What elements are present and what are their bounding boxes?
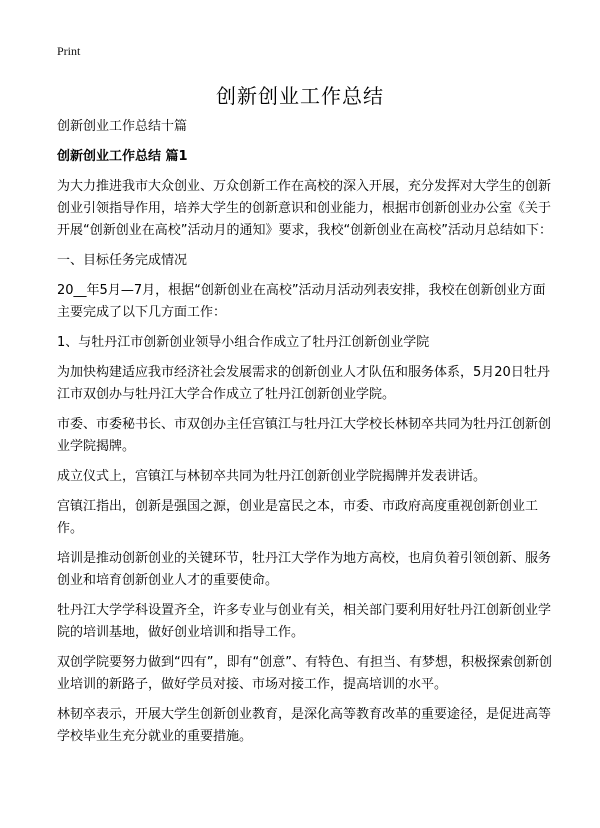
paragraph: 为加快构建适应我市经济社会发展需求的创新创业人才队伍和服务体系，5月20日牡丹江市双创办与牡丹江大学合作成立了牡丹江创新创业学院。 — [57, 365, 550, 402]
document-body — [57, 116, 554, 756]
paragraph: 市委、市委秘书长、市双创办主任宫镇江与牡丹江大学校长林韧卒共同为牡丹江创新创业学院揭牌。 — [57, 417, 552, 454]
paragraph: 牡丹江大学学科设置齐全，许多专业与创业有关，相关部门要利用好牡丹江创新创业学院的培训基地，做好创业培训和指导工作。 — [57, 603, 552, 640]
document-title: 创新创业工作总结 — [216, 84, 384, 108]
print-link[interactable]: Print — [57, 44, 81, 58]
paragraph: 1、与牡丹江市创新创业领导小组合作成立了牡丹江创新创业学院 — [57, 335, 430, 350]
document-subtitle: 创新创业工作总结十篇 — [57, 119, 188, 134]
paragraph: 成立仪式上，宫镇江与林韧卒共同为牡丹江创新创业学院揭牌并发表讲话。 — [57, 469, 487, 484]
paragraph: 为大力推进我市大众创业、万众创新工作在高校的深入开展，充分发挥对大学生的创新创业引领指导作用，培养大学生的创新意识和创业能力，根据市创新创业办公室《关于开展“创新创业在高校”活动月的通知》要求，我校“创新创业在高校”活动月总结如下： — [57, 179, 552, 238]
paragraph: 一、目标任务完成情况 — [57, 253, 188, 268]
paragraph: 宫镇江指出，创新是强国之源，创业是富民之本，市委、市政府高度重视创新创业工作。 — [57, 499, 539, 536]
paragraph: 20__年5月—7月，根据“创新创业在高校”活动月活动列表安排，我校在创新创业方面主要完成了以下几方面工作： — [57, 283, 546, 320]
paragraph: 培训是推动创新创业的关键环节，牡丹江大学作为地方高校，也肩负着引领创新、服务创业和培育创新创业人才的重要使命。 — [57, 551, 552, 588]
paragraph: 双创学院要努力做到“四有”，即有“创意”、有特色、有担当、有梦想，积极探索创新创业培训的新路子，做好学员对接、市场对接工作，提高培训的水平。 — [57, 655, 552, 692]
paragraph: 林韧卒表示，开展大学生创新创业教育，是深化高等教育改革的重要途径，是促进高等学校毕业生充分就业的重要措施。 — [57, 707, 552, 744]
section-heading: 创新创业工作总结 篇1 — [57, 149, 188, 164]
